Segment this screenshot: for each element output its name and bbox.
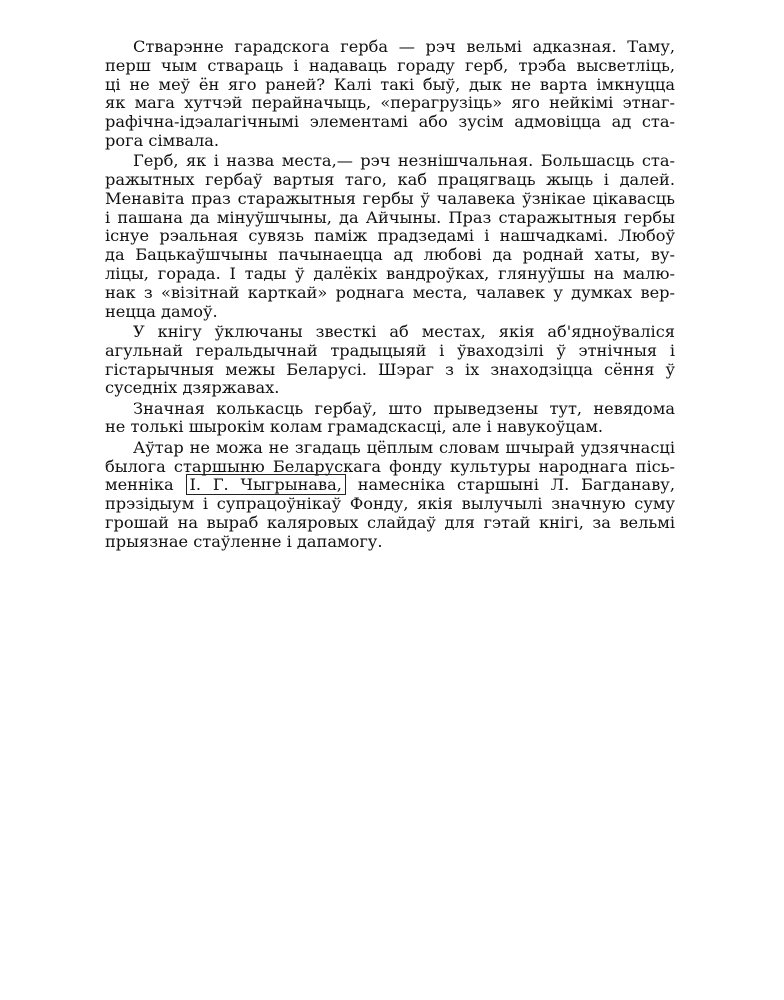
text-line: Менавіта праз старажытныя гербы ў чалавека ўзнікае цікавасць	[105, 188, 675, 208]
paragraph-5	[105, 439, 675, 552]
body-text	[105, 38, 675, 552]
text-line: былога старшыню Беларускага фонду культуры народнага пісь-	[105, 456, 675, 476]
text-line: не толькі шырокім колам грамадскасці, але і навукоўцам.	[105, 417, 604, 437]
text-line: Герб, як і назва места,— рэч незнішчальная. Большасць ста-	[133, 151, 675, 171]
text-line: і пашана да мінуўшчыны, да Айчыны. Праз старажытныя гербы	[105, 207, 675, 227]
paragraph-4	[105, 400, 675, 438]
text-line: нецца дамоў.	[105, 301, 218, 321]
paragraph-2	[105, 152, 675, 321]
text-line: Аўтар не можа не згадаць цёплым словам шчырай удзячнасці	[133, 437, 675, 457]
text-line: як мага хутчэй перайначыць, «перагрузіць» яго нейкімі этнаг-	[105, 93, 675, 113]
text-line: Стварэнне гарадскога герба — рэч вельмі адказная. Таму,	[133, 37, 675, 56]
text-line: ці не меў ён яго раней? Калі такі быў, дык не варта імкнуцца	[105, 74, 675, 94]
text-line: Значная колькасць гербаў, што прыведзены тут, невядома	[133, 398, 675, 418]
text-line: гістарычныя межы Беларусі. Шэраг з іх знаходзіцца сёння ў	[105, 359, 675, 379]
text-line-with-framed-name	[105, 476, 675, 495]
framed-name: І. Г. Чыгрынава,	[186, 474, 346, 495]
text-line: існуе рэальная сувязь паміж прадзедамі і нашчадкамі. Любоў	[105, 226, 675, 246]
text-line: прэзідыум і супрацоўнікаў Фонду, якія вылучылі значную суму	[105, 494, 675, 514]
text-line: нак з «візітнай карткай» роднага места, чалавек у думках вер-	[105, 282, 675, 302]
text-line: перш чым ствараць і надаваць гораду герб, трэба высветліць,	[105, 55, 675, 75]
text-run: менніка	[105, 475, 174, 495]
text-line: грошай на выраб каляровых слайдаў для гэтай кнігі, за вельмі	[105, 512, 675, 532]
text-line: рафічна-ідэалагічнымі элементамі або зусім адмовіцца ад ста-	[105, 112, 675, 132]
paragraph-1	[105, 38, 675, 151]
paragraph-3	[105, 323, 675, 398]
text-line: прыязнае стаўленне і дапамогу.	[105, 531, 383, 551]
text-line: ражытных гербаў вартыя таго, каб працягваць жыць і далей.	[105, 170, 675, 190]
text-line: ліцы, горада. І тады ў далёкіх вандроўках, глянуўшы на малю-	[105, 264, 675, 284]
text-line: суседніх дзяржавах.	[105, 378, 280, 398]
text-line: агульнай геральдычнай традыцыяй і ўваходзілі ў этнічныя і	[105, 340, 675, 360]
text-line: У кнігу ўключаны звесткі аб местах, якія аб'ядноўваліся	[133, 321, 675, 341]
text-line: да Бацькаўшчыны пачынаецца ад любові да роднай хаты, ву-	[105, 245, 675, 265]
text-run: намесніка старшыні Л. Багданаву,	[357, 475, 675, 495]
text-line: рога сімвала.	[105, 130, 220, 150]
